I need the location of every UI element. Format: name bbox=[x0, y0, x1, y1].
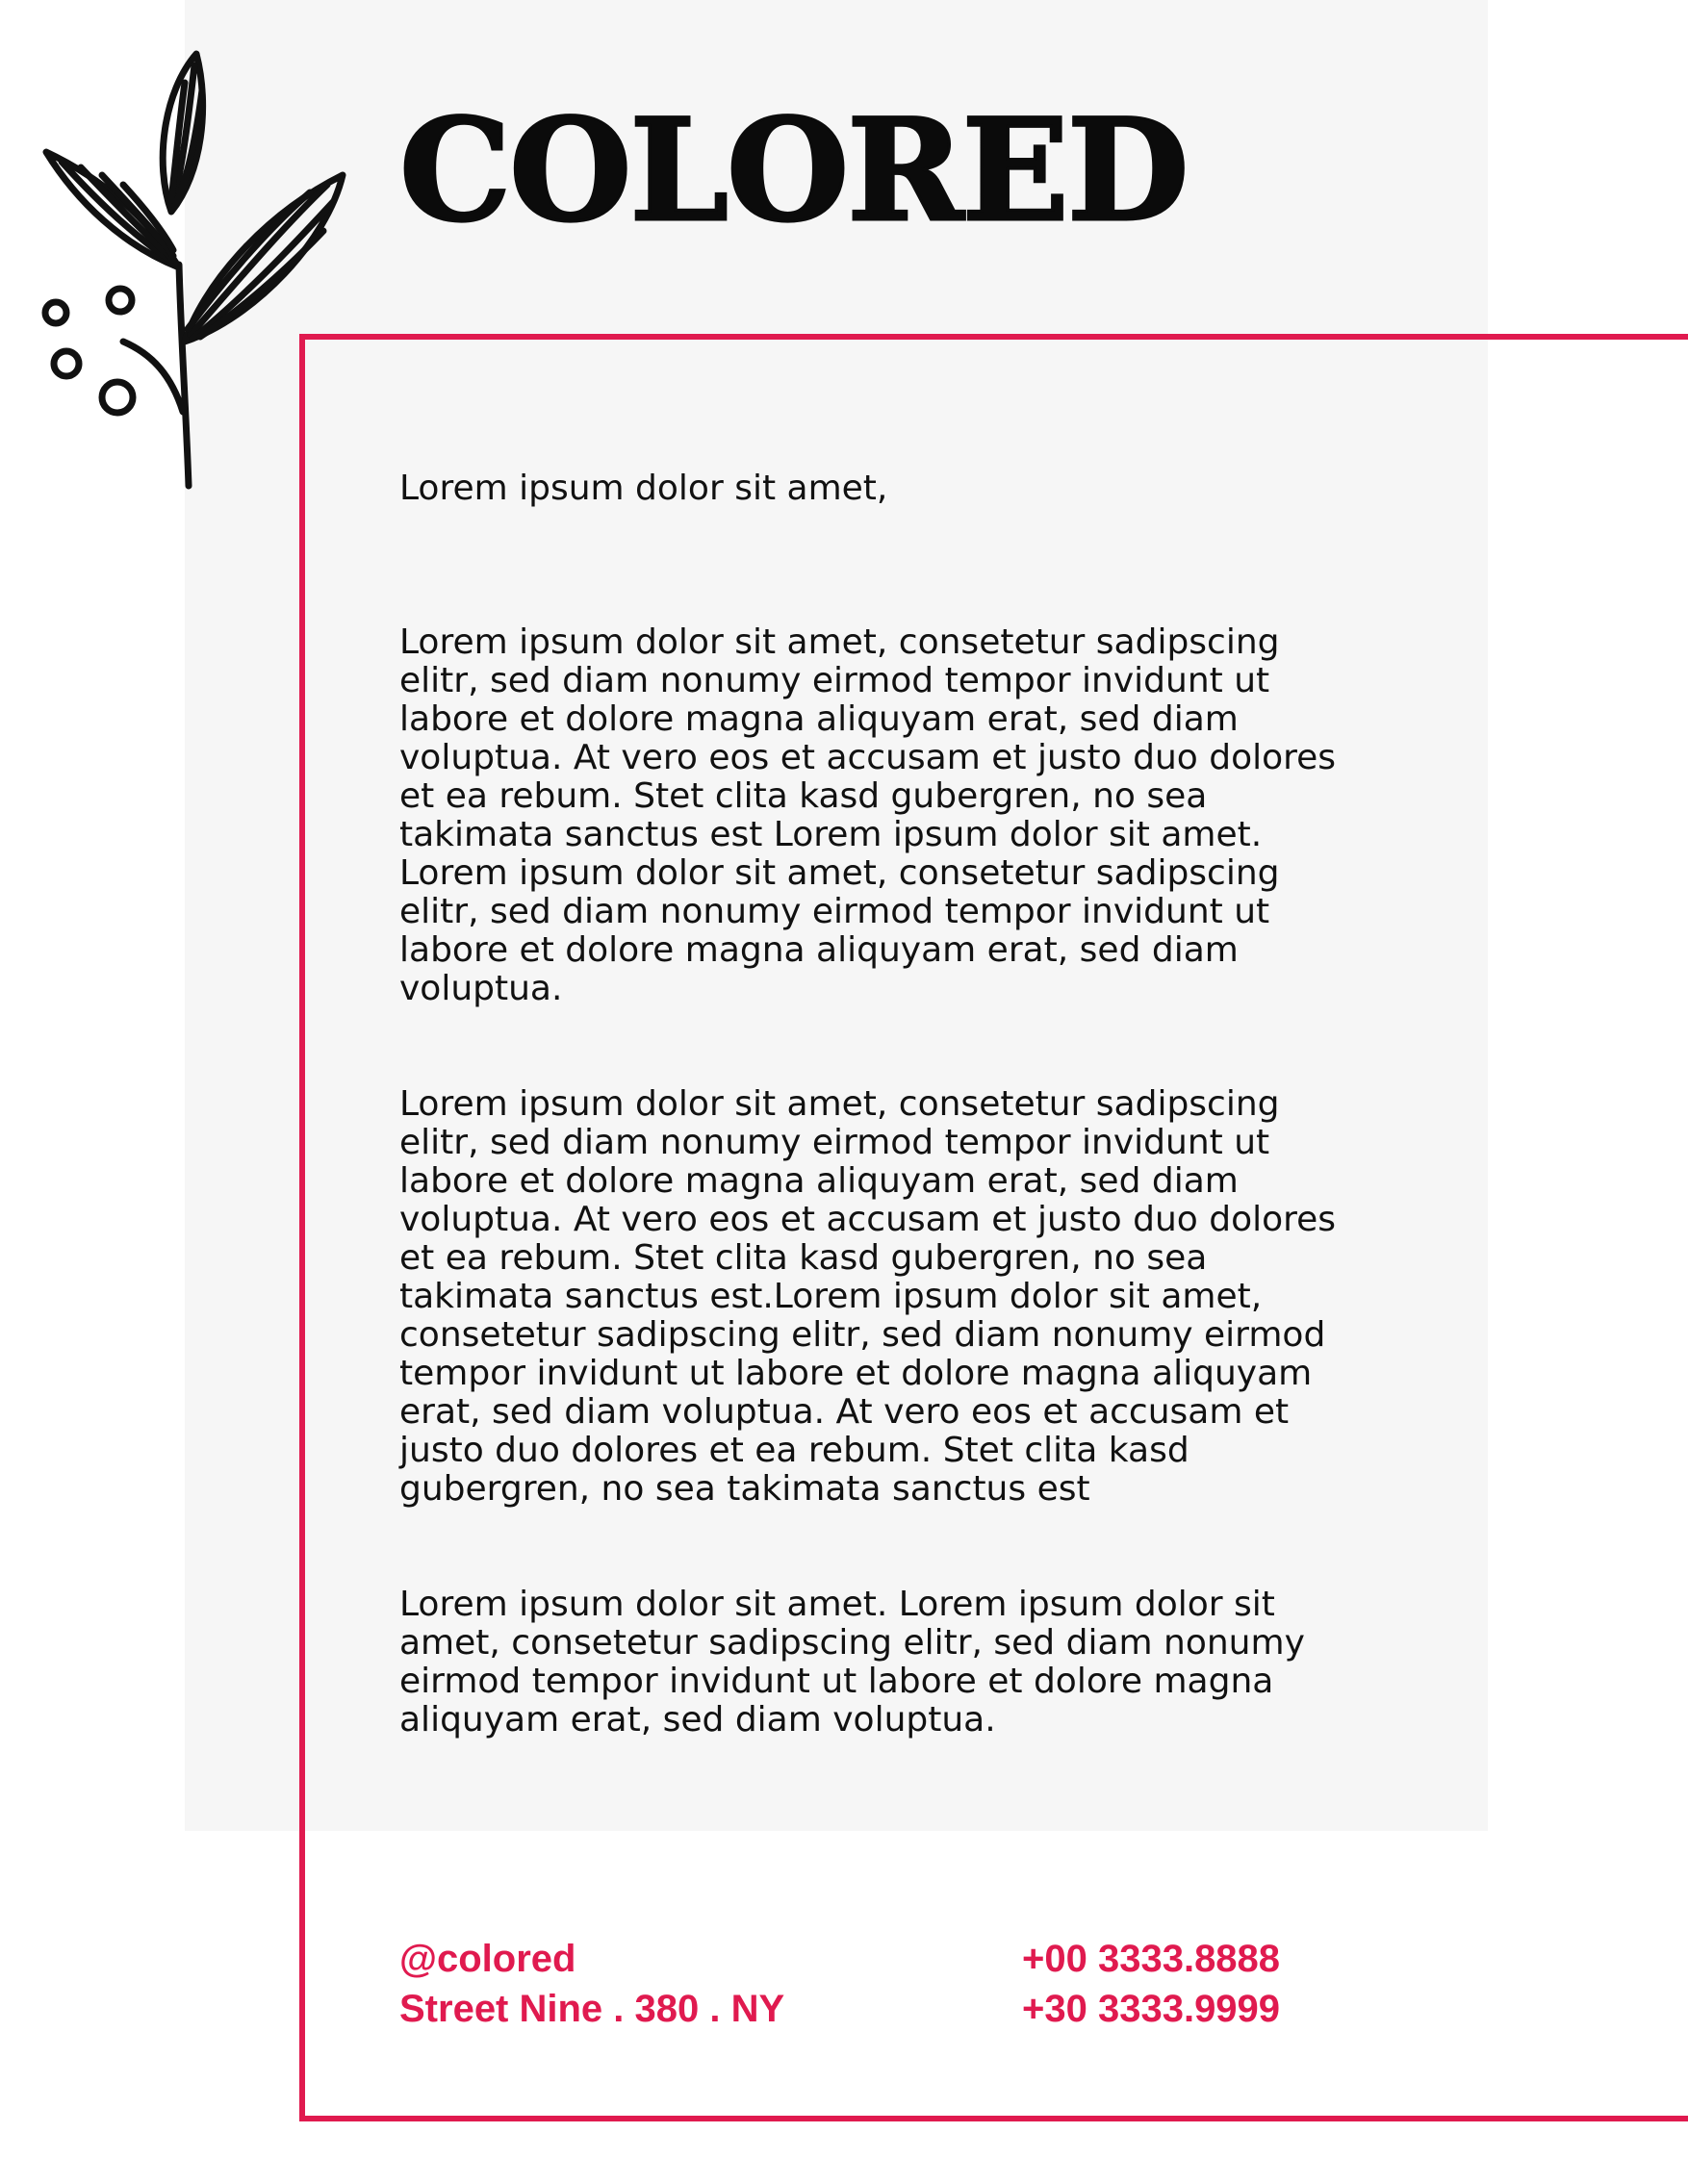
phone-number-1: +00 3333.8888 bbox=[1022, 1938, 1281, 1980]
letter-body bbox=[399, 470, 1458, 1740]
letter-paragraph-1: Lorem ipsum dolor sit amet, consetetur sadipscing elitr, sed diam nonumy eirmod tempor invidunt ut labore et dolore magna aliquyam erat, sed diam voluptua. At vero eos et accusam et justo duo dolores et ea rebum. Stet clita kasd gubergren, no sea takimata sanctus est Lorem ipsum dolor sit amet. Lorem ipsum dolor sit amet, consetetur sadipscing elitr, sed diam nonumy eirmod tempor invidunt ut labore et dolore magna aliquyam erat, sed diam voluptua. bbox=[399, 622, 1337, 1008]
footer-contact-right bbox=[1022, 1934, 1280, 2034]
page-title: COLORED bbox=[399, 89, 1188, 253]
phone-number-2: +30 3333.9999 bbox=[1022, 1988, 1281, 2030]
social-handle: @colored bbox=[399, 1938, 576, 1980]
footer-contact-left bbox=[399, 1934, 784, 2034]
leaf-branch-icon bbox=[38, 48, 356, 500]
letter-paragraph-2: Lorem ipsum dolor sit amet, consetetur sadipscing elitr, sed diam nonumy eirmod tempor invidunt ut labore et dolore magna aliquyam erat, sed diam voluptua. At vero eos et accusam et justo duo dolores et ea rebum. Stet clita kasd gubergren, no sea takimata sanctus est.Lorem ipsum dolor sit amet, consetetur sadipscing elitr, sed diam nonumy eirmod tempor invidunt ut labore et dolore magna aliquyam erat, sed diam voluptua. At vero eos et accusam et justo duo dolores et ea rebum. Stet clita kasd gubergren, no sea takimata sanctus est bbox=[399, 1084, 1337, 1509]
street-address: Street Nine . 380 . NY bbox=[399, 1988, 785, 2030]
letter-greeting: Lorem ipsum dolor sit amet, bbox=[399, 469, 888, 508]
letter-paragraph-3: Lorem ipsum dolor sit amet. Lorem ipsum dolor sit amet, consetetur sadipscing elitr, sed diam nonumy eirmod tempor invidunt ut labore et dolore magna aliquyam erat, sed diam voluptua. bbox=[399, 1585, 1305, 1740]
